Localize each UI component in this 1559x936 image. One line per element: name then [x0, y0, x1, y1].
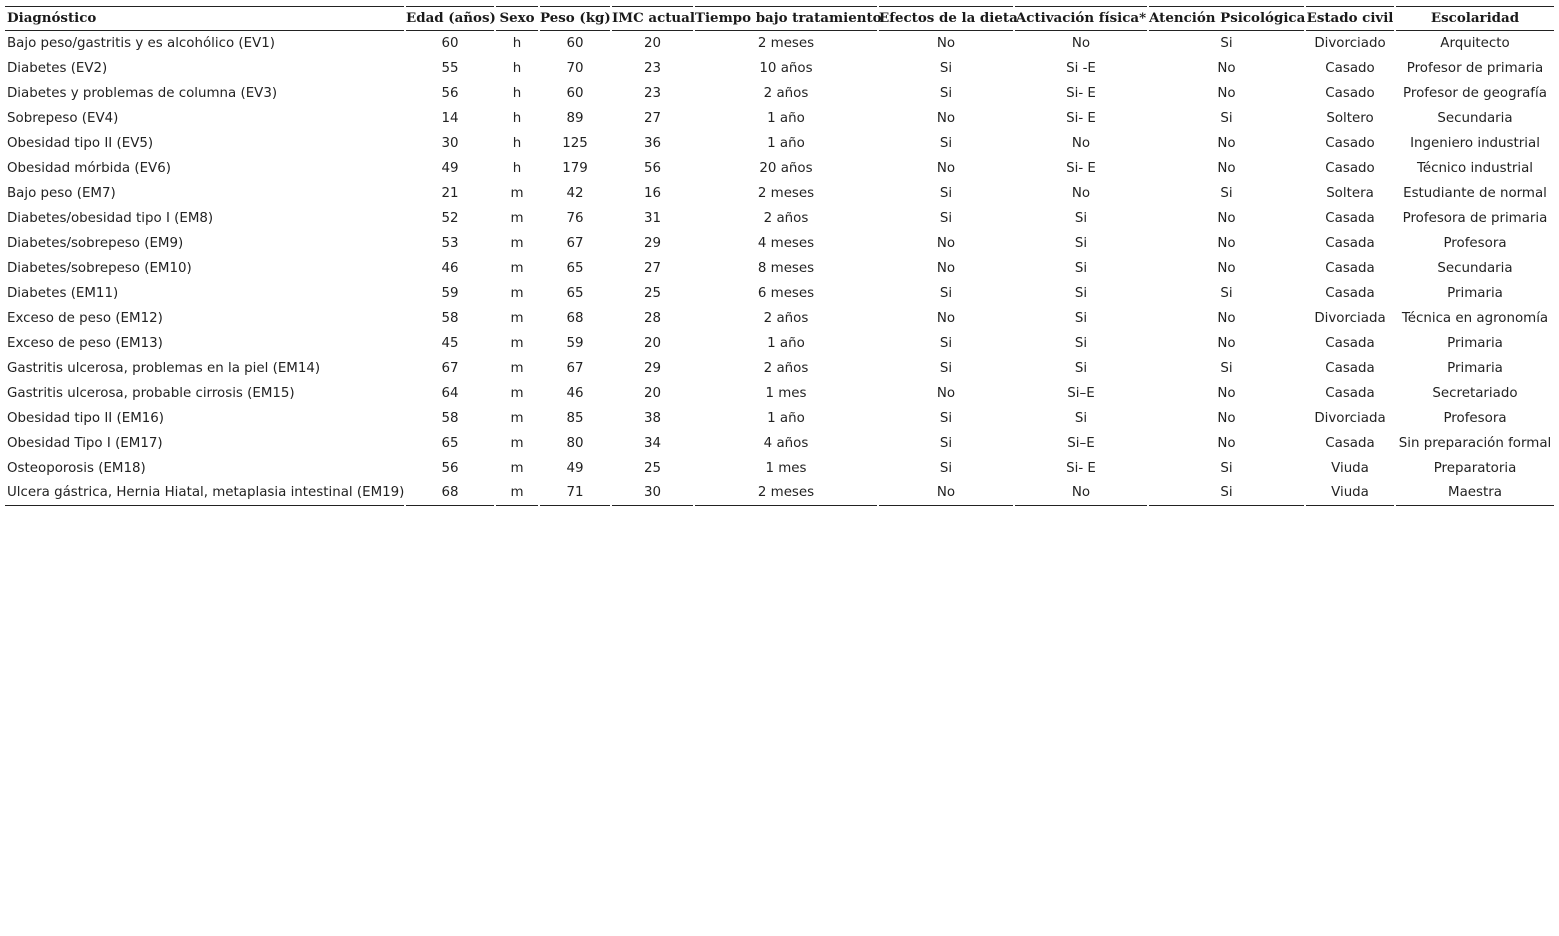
imc-cell: 20: [643, 386, 662, 401]
estado-civil-cell: Casada: [1325, 386, 1375, 401]
edad-cell: 30: [441, 136, 459, 151]
peso-cell: 65: [566, 261, 584, 276]
estado-civil-cell: Casada: [1325, 361, 1375, 376]
header-imc: IMC actual: [612, 5, 695, 31]
imc-cell: 27: [643, 111, 662, 126]
efectos-dieta-cell: No: [936, 261, 956, 276]
estado-civil-cell: Soltero: [1326, 111, 1374, 126]
activacion-fisica-cell: Si- E: [1066, 161, 1096, 176]
sexo-cell: m: [510, 286, 524, 301]
sexo-cell: m: [510, 386, 524, 401]
sexo-cell: m: [510, 336, 524, 351]
peso-cell: 89: [566, 111, 584, 126]
escolaridad-cell: Primaria: [1447, 336, 1503, 351]
estado-civil-cell: Viuda: [1306, 481, 1396, 506]
peso-cell: 42: [566, 186, 584, 201]
efectos-dieta-cell: No: [936, 386, 956, 401]
tiempo-cell: 2 meses: [695, 481, 879, 506]
edad-cell: 56: [441, 86, 459, 101]
efectos-dieta-cell: Si: [939, 411, 953, 426]
tiempo-cell: 4 años: [763, 436, 809, 451]
escolaridad-cell: Arquitecto: [1440, 36, 1510, 51]
diagnostico-cell: Diabetes y problemas de columna (EV3): [7, 86, 278, 101]
table-row: [5, 206, 1554, 231]
peso-cell: 71: [540, 481, 612, 506]
activacion-fisica-cell: Si -E: [1066, 61, 1096, 76]
table-row: [5, 56, 1554, 81]
imc-cell: 31: [643, 211, 662, 226]
diagnostico-cell: Diabetes/obesidad tipo I (EM8): [7, 211, 214, 226]
table-row: [5, 31, 1554, 56]
estado-civil-cell: Casado: [1325, 86, 1375, 101]
tiempo-cell: 2 años: [763, 311, 809, 326]
atencion-psicologica-cell: Si: [1220, 186, 1233, 201]
diagnostico-cell: Ulcera gástrica, Hernia Hiatal, metaplasia intestinal (EM19): [5, 481, 406, 506]
edad-cell: 65: [441, 436, 459, 451]
peso-cell: 68: [566, 311, 584, 326]
activacion-fisica-cell: Si- E: [1066, 111, 1096, 126]
efectos-dieta-cell: No: [936, 161, 956, 176]
atencion-psicologica-cell: No: [1217, 61, 1236, 76]
efectos-dieta-cell: Si: [939, 61, 953, 76]
efectos-dieta-cell: Si: [939, 286, 953, 301]
edad-cell: 55: [441, 61, 459, 76]
escolaridad-cell: Secundaria: [1437, 261, 1513, 276]
tiempo-cell: 6 meses: [757, 286, 815, 301]
sexo-cell: h: [512, 36, 522, 51]
table-row: [5, 331, 1554, 356]
atencion-psicologica-cell: Si: [1220, 461, 1233, 476]
escolaridad-cell: Profesora: [1443, 411, 1507, 426]
diagnostico-cell: Obesidad Tipo I (EM17): [7, 436, 163, 451]
activacion-fisica-cell: No: [1071, 186, 1091, 201]
activacion-fisica-cell: Si- E: [1066, 86, 1096, 101]
header-edad: Edad (años): [406, 5, 496, 31]
diagnostico-cell: Sobrepeso (EV4): [7, 111, 119, 126]
header-peso: Peso (kg): [540, 5, 612, 31]
edad-cell: 49: [441, 161, 459, 176]
atencion-psicologica-cell: Si: [1220, 361, 1233, 376]
tiempo-cell: 8 meses: [757, 261, 815, 276]
escolaridad-cell: Primaria: [1447, 361, 1503, 376]
sexo-cell: m: [496, 481, 540, 506]
tiempo-cell: 1 mes: [765, 461, 807, 476]
estado-civil-cell: Casada: [1325, 336, 1375, 351]
peso-cell: 85: [566, 411, 584, 426]
activacion-fisica-cell: No: [1071, 36, 1091, 51]
diagnostico-cell: Diabetes (EV2): [7, 61, 108, 76]
imc-cell: 25: [643, 461, 662, 476]
sexo-cell: h: [512, 61, 522, 76]
activacion-fisica-cell: No: [1015, 481, 1149, 506]
tiempo-cell: 1 año: [767, 411, 805, 426]
estado-civil-cell: Soltera: [1326, 186, 1374, 201]
table-body: [5, 31, 1554, 506]
estado-civil-cell: Casada: [1325, 236, 1375, 251]
activacion-fisica-cell: Si: [1074, 236, 1088, 251]
peso-cell: 60: [566, 36, 584, 51]
sexo-cell: m: [510, 261, 524, 276]
peso-cell: 59: [566, 336, 584, 351]
escolaridad-cell: Secundaria: [1437, 111, 1513, 126]
tiempo-cell: 20 años: [759, 161, 813, 176]
estado-civil-cell: Divorciada: [1314, 411, 1386, 426]
table-row: [5, 306, 1554, 331]
table-row: [5, 431, 1554, 456]
diagnostico-cell: Diabetes/sobrepeso (EM9): [7, 236, 184, 251]
sexo-cell: m: [510, 411, 524, 426]
header-row: [5, 5, 1554, 31]
edad-cell: 58: [441, 311, 459, 326]
table-row: [5, 281, 1554, 306]
edad-cell: 58: [441, 411, 459, 426]
estado-civil-cell: Casado: [1325, 61, 1375, 76]
table-row: [5, 131, 1554, 156]
tiempo-cell: 1 año: [767, 111, 805, 126]
imc-cell: 34: [643, 436, 662, 451]
table-header: [5, 5, 1554, 31]
escolaridad-cell: Preparatoria: [1433, 461, 1517, 476]
peso-cell: 46: [566, 386, 584, 401]
efectos-dieta-cell: Si: [939, 136, 953, 151]
table-row: [5, 156, 1554, 181]
imc-cell: 28: [643, 311, 662, 326]
efectos-dieta-cell: Si: [939, 186, 953, 201]
patients-table: [5, 5, 1554, 506]
imc-cell: 23: [643, 61, 662, 76]
diagnostico-cell: Bajo peso (EM7): [7, 186, 116, 201]
escolaridad-cell: Profesor de geografía: [1403, 86, 1547, 101]
peso-cell: 76: [566, 211, 584, 226]
efectos-dieta-cell: Si: [939, 211, 953, 226]
activacion-fisica-cell: Si: [1074, 336, 1088, 351]
activacion-fisica-cell: No: [1071, 136, 1091, 151]
estado-civil-cell: Casado: [1325, 161, 1375, 176]
activacion-fisica-cell: Si- E: [1066, 461, 1096, 476]
sexo-cell: h: [512, 86, 522, 101]
imc-cell: 23: [643, 86, 662, 101]
peso-cell: 60: [566, 86, 584, 101]
sexo-cell: h: [512, 161, 522, 176]
table-row: [5, 381, 1554, 406]
edad-cell: 45: [441, 336, 459, 351]
header-efectos-dieta: Efectos de la dieta: [879, 5, 1015, 31]
table-row: [5, 181, 1554, 206]
sexo-cell: m: [510, 361, 524, 376]
table-row: [5, 106, 1554, 131]
escolaridad-cell: Técnico industrial: [1416, 161, 1534, 176]
atencion-psicologica-cell: No: [1217, 261, 1236, 276]
table-row: [5, 81, 1554, 106]
estado-civil-cell: Casada: [1325, 436, 1375, 451]
estado-civil-cell: Viuda: [1331, 461, 1369, 476]
atencion-psicologica-cell: No: [1217, 236, 1236, 251]
peso-cell: 67: [566, 236, 584, 251]
table-row: [5, 256, 1554, 281]
efectos-dieta-cell: No: [936, 311, 956, 326]
activacion-fisica-cell: Si: [1074, 211, 1088, 226]
diagnostico-cell: Bajo peso/gastritis y es alcohólico (EV1): [7, 36, 275, 51]
diagnostico-cell: Obesidad tipo II (EM16): [7, 411, 165, 426]
escolaridad-cell: Ingeniero industrial: [1410, 136, 1540, 151]
table-row: [5, 481, 1554, 506]
table-row: [5, 456, 1554, 481]
diagnostico-cell: Gastritis ulcerosa, probable cirrosis (EM15): [7, 386, 295, 401]
edad-cell: 68: [406, 481, 496, 506]
escolaridad-cell: Técnica en agronomía: [1401, 311, 1549, 326]
atencion-psicologica-cell: No: [1217, 136, 1236, 151]
imc-cell: 29: [643, 236, 662, 251]
edad-cell: 52: [441, 211, 459, 226]
peso-cell: 70: [566, 61, 584, 76]
edad-cell: 56: [441, 461, 459, 476]
atencion-psicologica-cell: No: [1217, 311, 1236, 326]
estado-civil-cell: Divorciada: [1314, 311, 1386, 326]
sexo-cell: m: [510, 436, 524, 451]
tiempo-cell: 4 meses: [757, 236, 815, 251]
sexo-cell: m: [510, 311, 524, 326]
efectos-dieta-cell: Si: [939, 86, 953, 101]
atencion-psicologica-cell: No: [1217, 336, 1236, 351]
escolaridad-cell: Primaria: [1447, 286, 1503, 301]
tiempo-cell: 2 años: [763, 211, 809, 226]
diagnostico-cell: Diabetes/sobrepeso (EM10): [7, 261, 192, 276]
sexo-cell: h: [512, 136, 522, 151]
atencion-psicologica-cell: No: [1217, 386, 1236, 401]
escolaridad-cell: Secretariado: [1432, 386, 1518, 401]
header-sexo: Sexo: [496, 5, 540, 31]
activacion-fisica-cell: Si: [1074, 311, 1088, 326]
atencion-psicologica-cell: Si: [1149, 481, 1306, 506]
efectos-dieta-cell: No: [936, 111, 956, 126]
peso-cell: 67: [566, 361, 584, 376]
peso-cell: 125: [562, 136, 588, 151]
edad-cell: 14: [441, 111, 459, 126]
sexo-cell: h: [512, 111, 522, 126]
edad-cell: 60: [441, 36, 459, 51]
efectos-dieta-cell: Si: [939, 361, 953, 376]
diagnostico-cell: Gastritis ulcerosa, problemas en la piel (EM14): [7, 361, 321, 376]
atencion-psicologica-cell: Si: [1220, 111, 1233, 126]
peso-cell: 49: [566, 461, 584, 476]
estado-civil-cell: Casada: [1325, 261, 1375, 276]
imc-cell: 16: [643, 186, 662, 201]
escolaridad-cell: Maestra: [1396, 481, 1554, 506]
diagnostico-cell: Diabetes (EM11): [7, 286, 119, 301]
sexo-cell: m: [510, 211, 524, 226]
tiempo-cell: 1 año: [767, 136, 805, 151]
activacion-fisica-cell: Si: [1074, 411, 1088, 426]
header-escolaridad: Escolaridad: [1396, 5, 1554, 31]
sexo-cell: m: [510, 461, 524, 476]
peso-cell: 80: [566, 436, 584, 451]
edad-cell: 21: [441, 186, 459, 201]
activacion-fisica-cell: Si: [1074, 261, 1088, 276]
imc-cell: 25: [643, 286, 662, 301]
tiempo-cell: 1 mes: [765, 386, 807, 401]
imc-cell: 36: [643, 136, 662, 151]
header-atencion-psicologica: Atención Psicológica: [1149, 5, 1306, 31]
escolaridad-cell: Estudiante de normal: [1403, 186, 1547, 201]
atencion-psicologica-cell: No: [1217, 211, 1236, 226]
atencion-psicologica-cell: Si: [1220, 36, 1233, 51]
edad-cell: 67: [441, 361, 459, 376]
efectos-dieta-cell: Si: [939, 461, 953, 476]
header-diagnostico: Diagnóstico: [5, 5, 406, 31]
imc-cell: 56: [643, 161, 662, 176]
atencion-psicologica-cell: No: [1217, 411, 1236, 426]
efectos-dieta-cell: No: [936, 36, 956, 51]
escolaridad-cell: Profesor de primaria: [1406, 61, 1544, 76]
edad-cell: 46: [441, 261, 459, 276]
table-row: [5, 406, 1554, 431]
header-activacion-fisica: Activación física*: [1015, 5, 1149, 31]
diagnostico-cell: Obesidad mórbida (EV6): [7, 161, 171, 176]
header-estado-civil: Estado civil: [1306, 5, 1396, 31]
tiempo-cell: 1 año: [767, 336, 805, 351]
diagnostico-cell: Obesidad tipo II (EV5): [7, 136, 154, 151]
activacion-fisica-cell: Si: [1074, 286, 1088, 301]
diagnostico-cell: Exceso de peso (EM13): [7, 336, 163, 351]
escolaridad-cell: Profesora de primaria: [1402, 211, 1548, 226]
peso-cell: 65: [566, 286, 584, 301]
imc-cell: 27: [643, 261, 662, 276]
peso-cell: 179: [562, 161, 588, 176]
tiempo-cell: 2 años: [763, 361, 809, 376]
imc-cell: 20: [643, 36, 662, 51]
diagnostico-cell: Exceso de peso (EM12): [7, 311, 163, 326]
estado-civil-cell: Casado: [1325, 136, 1375, 151]
efectos-dieta-cell: No: [936, 236, 956, 251]
edad-cell: 64: [441, 386, 459, 401]
imc-cell: 30: [612, 481, 695, 506]
imc-cell: 29: [643, 361, 662, 376]
escolaridad-cell: Profesora: [1443, 236, 1507, 251]
efectos-dieta-cell: No: [879, 481, 1015, 506]
activacion-fisica-cell: Si–E: [1067, 386, 1095, 401]
atencion-psicologica-cell: Si: [1220, 286, 1233, 301]
estado-civil-cell: Casada: [1325, 211, 1375, 226]
activacion-fisica-cell: Si: [1074, 361, 1088, 376]
estado-civil-cell: Casada: [1325, 286, 1375, 301]
estado-civil-cell: Divorciado: [1314, 36, 1386, 51]
tiempo-cell: 2 años: [763, 86, 809, 101]
tiempo-cell: 10 años: [759, 61, 813, 76]
edad-cell: 59: [441, 286, 459, 301]
sexo-cell: m: [510, 236, 524, 251]
diagnostico-cell: Osteoporosis (EM18): [7, 461, 146, 476]
tiempo-cell: 2 meses: [757, 36, 815, 51]
activacion-fisica-cell: Si–E: [1067, 436, 1095, 451]
imc-cell: 38: [643, 411, 662, 426]
sexo-cell: m: [510, 186, 524, 201]
edad-cell: 53: [441, 236, 459, 251]
escolaridad-cell: Sin preparación formal: [1398, 436, 1552, 451]
efectos-dieta-cell: Si: [939, 436, 953, 451]
tiempo-cell: 2 meses: [757, 186, 815, 201]
efectos-dieta-cell: Si: [939, 336, 953, 351]
atencion-psicologica-cell: No: [1217, 86, 1236, 101]
table-row: [5, 231, 1554, 256]
header-tiempo: Tiempo bajo tratamiento: [695, 5, 879, 31]
table-row: [5, 356, 1554, 381]
imc-cell: 20: [643, 336, 662, 351]
atencion-psicologica-cell: No: [1217, 436, 1236, 451]
atencion-psicologica-cell: No: [1217, 161, 1236, 176]
